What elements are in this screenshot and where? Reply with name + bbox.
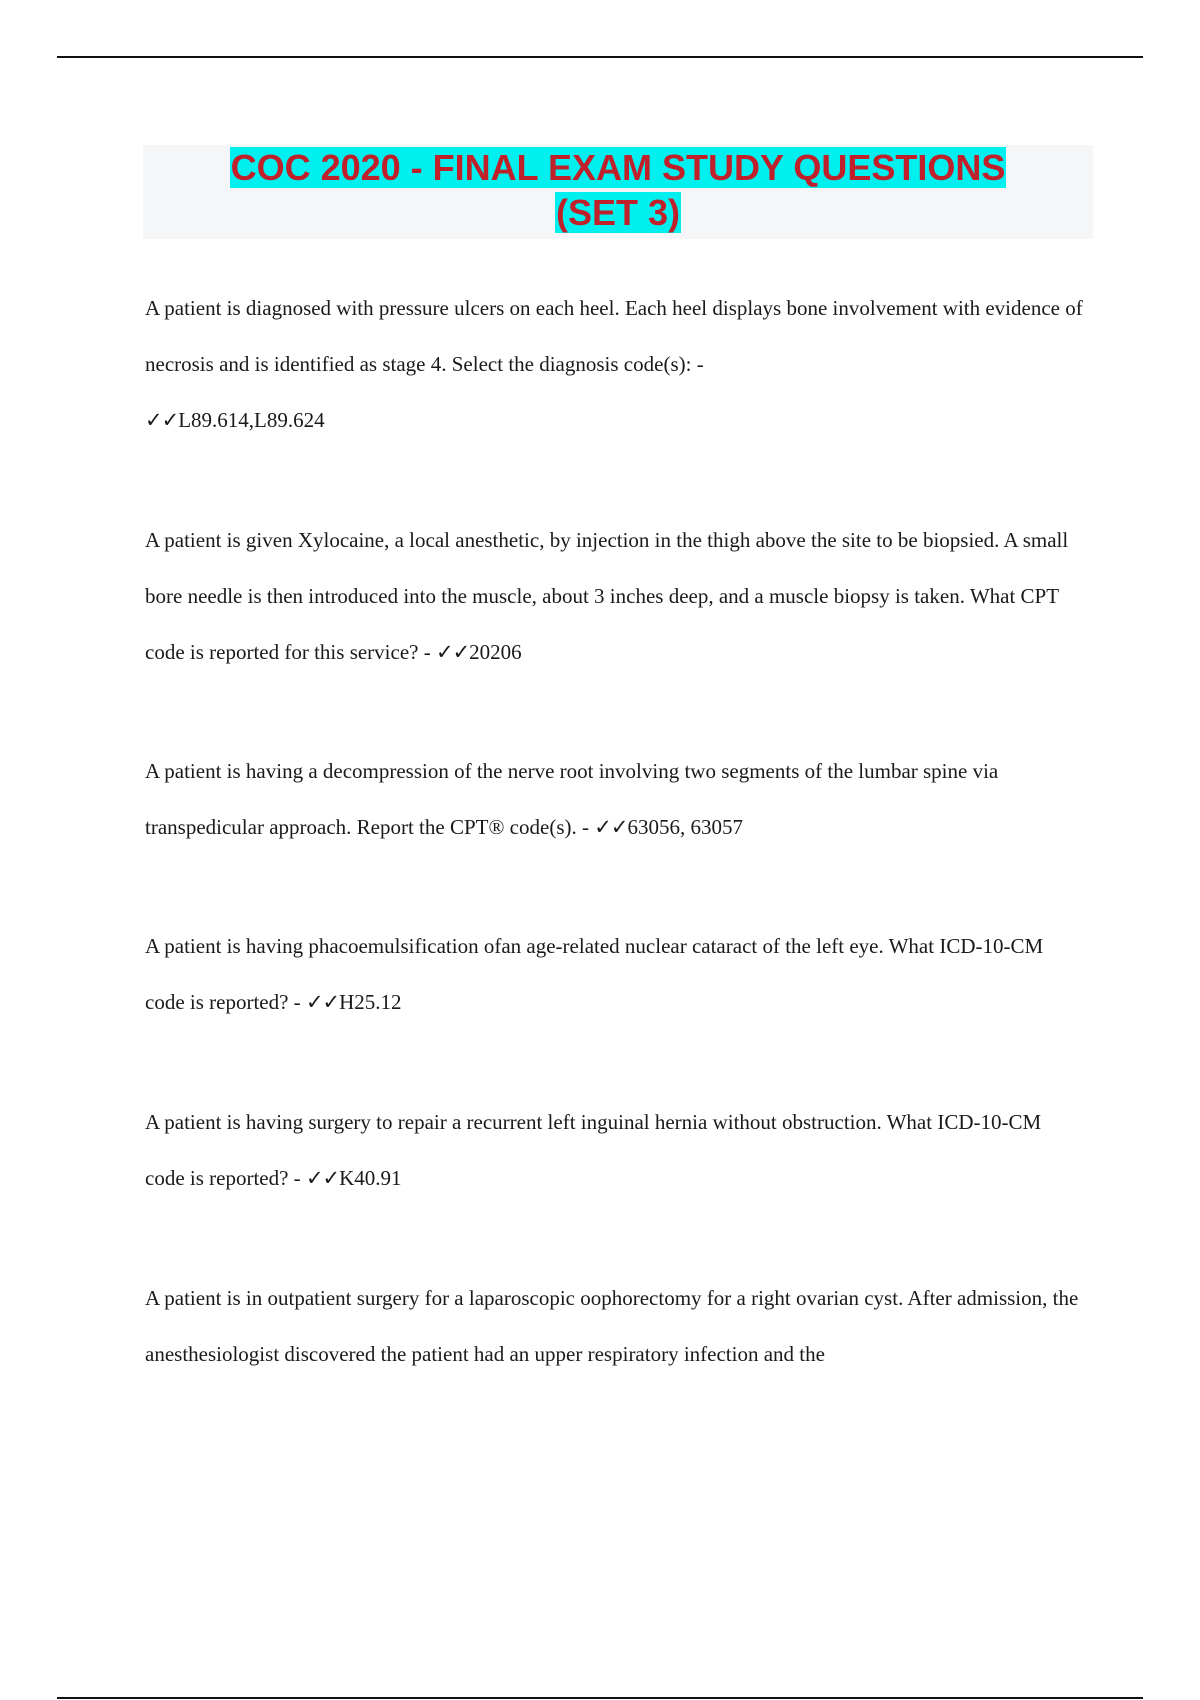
checkmark-icon: ✓✓ xyxy=(435,640,470,664)
checkmark-icon: ✓✓ xyxy=(305,990,340,1014)
answer-code: L89.614,L89.624 xyxy=(178,408,325,432)
answer xyxy=(306,1166,402,1190)
answer xyxy=(594,815,743,839)
question-text: A patient is given Xylocaine, a local anesthetic, by injection in the thigh above the site to be biopsied. A small bore needle is then introduced into the muscle, about 3 inches deep, and a muscle biopsy is taken. What CPT code is reported for this service? - xyxy=(145,528,1069,664)
checkmark-icon: ✓✓ xyxy=(594,815,628,839)
qa-item-6 xyxy=(145,1270,1085,1382)
question-text: A patient is diagnosed with pressure ulcers on each heel. Each heel displays bone involvement with evidence of necrosis and is identified as stage 4. Select the diagnosis code(s): - xyxy=(145,296,1083,376)
answer xyxy=(436,640,522,664)
question-text: A patient is having a decompression of the nerve root involving two segments of the lumbar spine via transpedicular approach. Report the CPT® code(s). - xyxy=(145,759,999,839)
answer-code: 63056, 63057 xyxy=(627,815,743,839)
qa-item-4 xyxy=(145,918,1085,1030)
answer-code: K40.91 xyxy=(339,1166,402,1190)
checkmark-icon: ✓✓ xyxy=(305,1166,340,1190)
answer-code: H25.12 xyxy=(339,990,402,1014)
answer-code: 20206 xyxy=(469,640,522,664)
bottom-rule xyxy=(57,1697,1143,1699)
page-title xyxy=(143,145,1093,239)
question-text: A patient is having surgery to repair a recurrent left inguinal hernia without obstruction. What ICD-10-CM code is reported? - xyxy=(145,1110,1042,1190)
title-line-2: (SET 3) xyxy=(555,192,680,233)
qa-item-5 xyxy=(145,1094,1085,1206)
title-line-1: COC 2020 - FINAL EXAM STUDY QUESTIONS xyxy=(230,147,1006,188)
qa-item-2 xyxy=(145,512,1085,680)
qa-item-3 xyxy=(145,743,1085,855)
question-text: A patient is having phacoemulsification ofan age-related nuclear cataract of the left eye. What ICD-10-CM code is reported? - xyxy=(145,934,1044,1014)
top-rule xyxy=(57,56,1143,58)
question-text: A patient is in outpatient surgery for a laparoscopic oophorectomy for a right ovarian cyst. After admission, the anesthesiologist discovered the patient had an upper respiratory infection and the xyxy=(145,1286,1079,1366)
answer xyxy=(306,990,402,1014)
answer xyxy=(145,408,325,432)
checkmark-icon: ✓✓ xyxy=(145,408,179,432)
qa-item-1 xyxy=(145,280,1085,448)
